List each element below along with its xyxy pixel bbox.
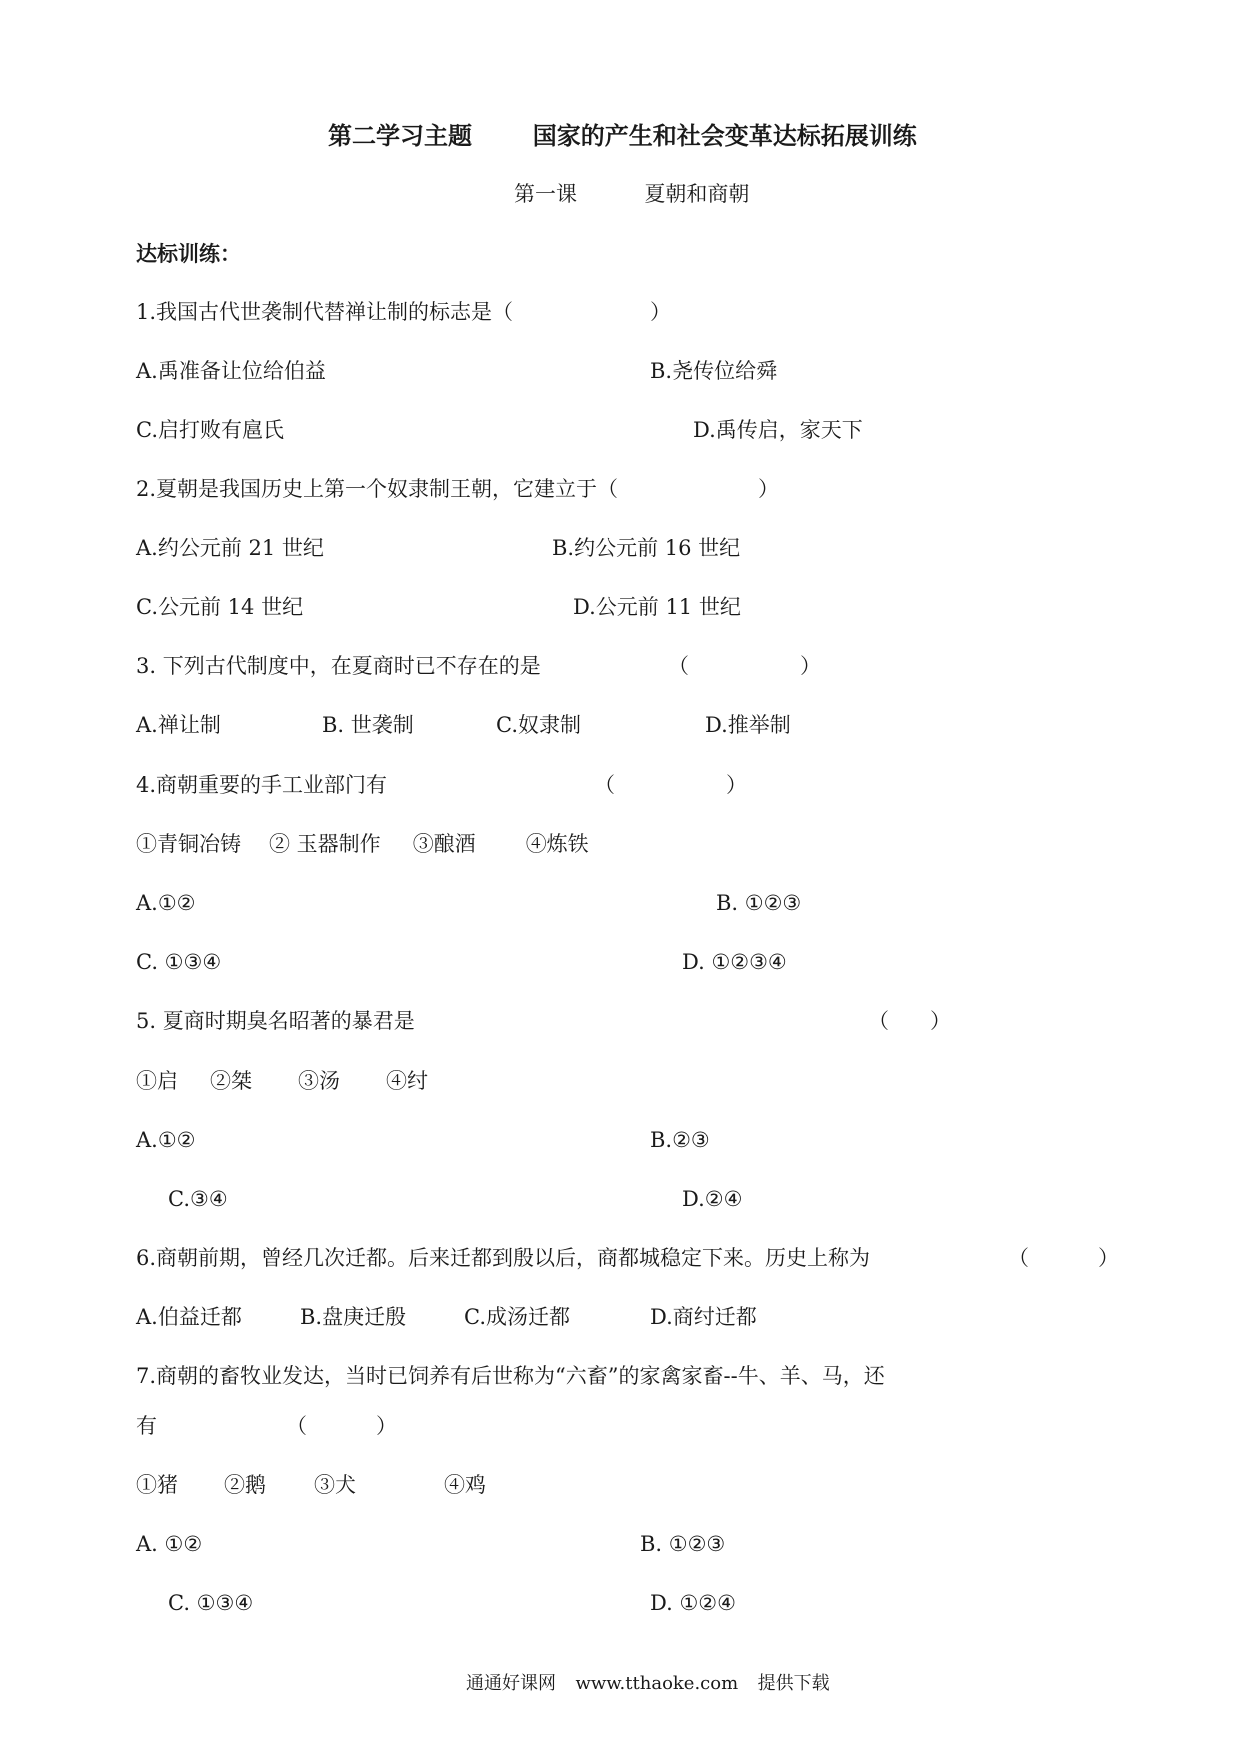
option-d: D.推举制 (705, 713, 791, 737)
item: ②鹅 (224, 1473, 266, 1497)
answer-paren-open: （ (286, 1414, 307, 1438)
section-label: 达标训练： (136, 241, 241, 266)
option-a: A.①② (136, 1128, 196, 1152)
option-a: A.禅让制 (136, 713, 221, 737)
page-title (328, 120, 917, 152)
option-b: B. ①②③ (716, 891, 802, 915)
answer-paren-close: ） (930, 1009, 951, 1033)
question-stem: 7.商朝的畜牧业发达，当时已饲养有后世称为“六畜”的家禽家畜--牛、羊、马，还 (136, 1364, 885, 1388)
answer-paren-close: ） (376, 1414, 397, 1438)
answer-paren-close: ） (726, 773, 747, 797)
answer-paren-open: （ (1008, 1246, 1029, 1270)
option-d: D. ①②③④ (682, 950, 787, 974)
option-c: C. ①③④ (136, 950, 222, 974)
option-a: A.伯益迁都 (136, 1305, 242, 1329)
option-a: A.禹准备让位给伯益 (136, 359, 326, 383)
question-stem (136, 298, 513, 326)
item-list (136, 1471, 486, 1499)
title-part-1: 第二学习主题 (328, 121, 472, 150)
question-stem: 4.商朝重要的手工业部门有 (136, 773, 388, 797)
question-text: 1.我国古代世袭制代替禅让制的标志是（ (136, 300, 514, 324)
option-b: B.约公元前 16 世纪 (552, 536, 741, 560)
item: ④纣 (386, 1069, 428, 1093)
item: ② 玉器制作 (269, 832, 381, 856)
question-stem: 5. 夏商时期臭名昭著的暴君是 (136, 1009, 415, 1033)
answer-paren-open: （ (594, 773, 615, 797)
footer-site-name: 通通好课网 (466, 1673, 556, 1694)
question-stem: 6.商朝前期，曾经几次迁都。后来迁都到殷以后，商都城稳定下来。历史上称为 (136, 1246, 871, 1270)
option-b: B. 世袭制 (322, 713, 414, 737)
footer-url[interactable]: www.tthaoke.com (575, 1673, 739, 1694)
subtitle-part-1: 第一课 (514, 182, 577, 206)
answer-paren-close: ） (800, 654, 821, 678)
item: ③酿酒 (412, 832, 476, 856)
title-part-2: 国家的产生和社会变革达标拓展训练 (532, 121, 917, 150)
option-b: B.盘庚迁殷 (300, 1305, 407, 1329)
option-c: C.启打败有扈氏 (136, 418, 284, 442)
option-b: B. ①②③ (640, 1532, 726, 1556)
option-b: B.尧传位给舜 (650, 359, 778, 383)
answer-paren-open: （ (868, 1009, 889, 1033)
item: ③汤 (298, 1069, 340, 1093)
option-a: A.约公元前 21 世纪 (136, 536, 324, 560)
item: ②桀 (210, 1069, 252, 1093)
item: ①猪 (136, 1473, 178, 1497)
question-stem (136, 475, 618, 503)
option-c: C.③④ (168, 1187, 228, 1211)
item: ①启 (136, 1069, 178, 1093)
answer-paren-close: ） (758, 477, 779, 501)
item: ④炼铁 (525, 832, 589, 856)
option-c: C.成汤迁都 (464, 1305, 570, 1329)
option-d: D. ①②④ (650, 1591, 736, 1615)
option-d: D.商纣迁都 (650, 1305, 757, 1329)
answer-paren-open: （ (668, 654, 689, 678)
option-d: D.②④ (682, 1187, 743, 1211)
option-c: C.公元前 14 世纪 (136, 595, 304, 619)
option-a: A. ①② (136, 1532, 203, 1556)
page-footer (466, 1670, 830, 1698)
item: ④鸡 (444, 1473, 486, 1497)
question-stem: 3. 下列古代制度中，在夏商时已不存在的是 (136, 654, 541, 678)
option-d: D.禹传启，家天下 (693, 418, 863, 442)
item: ①青铜冶铸 (136, 832, 241, 856)
question-stem-continued: 有 (136, 1414, 157, 1438)
answer-paren-close: ） (650, 300, 671, 324)
item: ③犬 (314, 1473, 356, 1497)
subtitle-part-2: 夏朝和商朝 (644, 182, 750, 206)
question-text: 2.夏朝是我国历史上第一个奴隶制王朝，它建立于（ (136, 477, 619, 501)
answer-paren-close: ） (1098, 1246, 1119, 1270)
option-d: D.公元前 11 世纪 (573, 595, 741, 619)
option-a: A.①② (136, 891, 196, 915)
option-c: C.奴隶制 (496, 713, 581, 737)
option-b: B.②③ (650, 1128, 710, 1152)
footer-suffix: 提供下载 (757, 1673, 830, 1694)
item-list (136, 1067, 428, 1095)
page-subtitle (514, 180, 749, 208)
item-list (136, 830, 589, 858)
option-c: C. ①③④ (168, 1591, 254, 1615)
